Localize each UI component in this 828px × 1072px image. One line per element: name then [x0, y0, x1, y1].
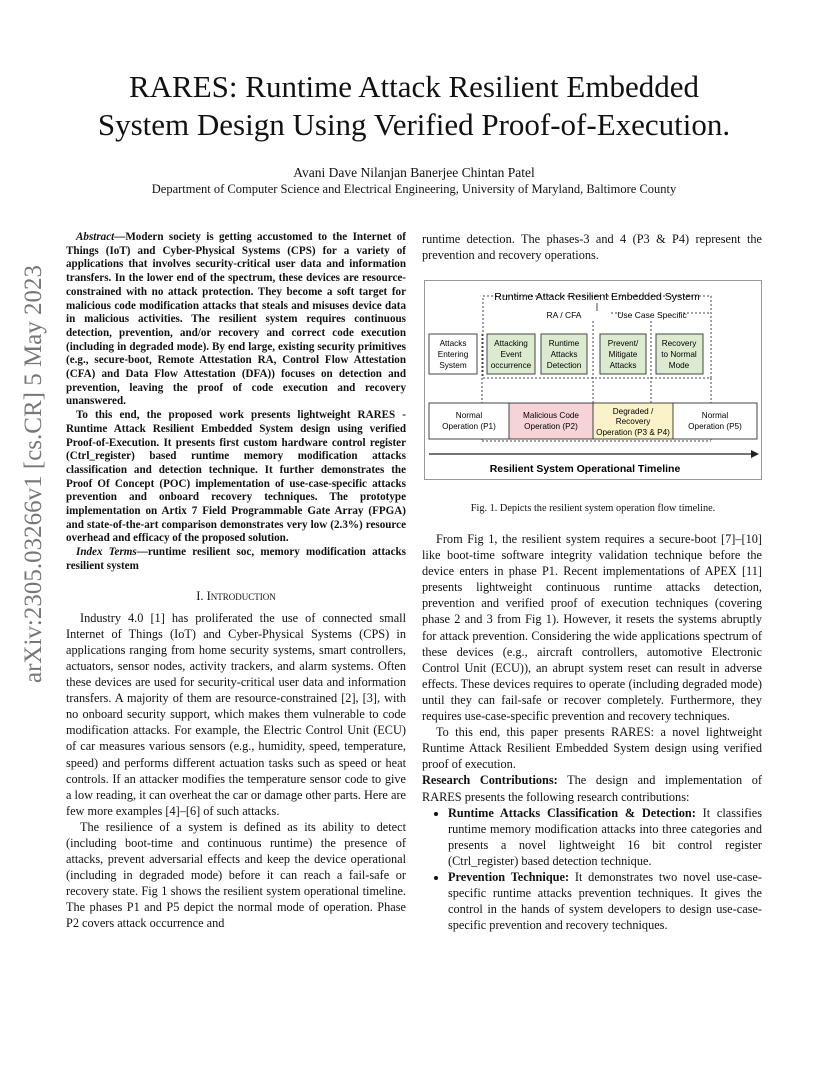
contribution-item — [448, 805, 762, 869]
right-column-body — [422, 531, 762, 933]
index-terms-body: —runtime resilient soc, memory modification attacks resilient system — [66, 546, 406, 572]
box-runtime-detection: Runtime Attacks Detection — [546, 339, 582, 370]
contribution-2-body: It demonstrates two novel use-case-specific runtime attacks prevention techniques. It gives the control in the hands of system developers to design use-case-specific prevention and recovery techniques. — [448, 869, 762, 933]
intro-paragraph-1: Industry 4.0 [1] has proliferated the use of connected small Internet of Things (IoT) and Cyber-Physical Systems (CPS) in applications ranging from home security systems, smart controllers, actuators, sensor nodes, activity trackers, and alarm systems. Often these devices are used for security-critical user data and information transfers. A majority of them are resource-constrained [2], [3], with no onboard security support, which makes them vulnerable to code modification attacks. For example, the Electric Control Unit (ECU) of car measures various sensors (e.g., humidity, speed, temperature, speed) and performs different actuation tasks such as speed or heat controls. If an attacker modifies the temperature sensor code to give a low reading, it can overheat the car or damage other parts. Here are few more examples [4]–[6] of such attacks. — [66, 610, 406, 818]
section-heading-introduction: I. Introduction — [196, 588, 276, 603]
research-contributions — [422, 772, 762, 804]
box-normal-p5: Normal Operation (P5) — [688, 411, 742, 431]
contributions-list — [422, 805, 762, 934]
abstract-body: —Modern society is getting accustomed to the Internet of Things (IoT) and Cyber-Physical Systems (CPS) for a variety of applications that involves security-critical user data and information transfers. In the lower end of the spectrum, these devices are resource-constrained with no attack protection. They become a soft target for malicious code modification attacks that steals and misuses device data in malicious activities. The resilient system requires continuous detection, prevention, and/or recovery and correct code execution (including in degraded mode). By end large, existing security primitives (e.g., secure-boot, Remote Attestation RA, Control Flow Attestation (CFA) and Data Flow Attestation (DFA)) focuses on detection and prevention, leaving the proof of code execution and recovery unanswered. — [66, 231, 406, 408]
contribution-1-body: It classifies runtime memory modification attacks into three categories and presents a novel lightweight 16 bit control register (Ctrl_register) based detection technique. — [448, 805, 762, 868]
left-column — [66, 231, 406, 932]
box-attacking-event: Attacking Event occurrence — [490, 339, 532, 370]
box-degraded-p3p4: Degraded / Recovery Operation (P3 & P4) — [596, 407, 670, 437]
right-paragraph-2: To this end, this paper presents RARES: a novel lightweight Runtime Attack Resilient Embedded System design using verified proof of execution. — [422, 725, 762, 772]
paper-title — [60, 68, 768, 144]
right-paragraph-1: From Fig 1, the resilient system requires a secure-boot [7]–[10] like boot-time software integrity validation technique before the device enters in phase P1. Recent implementations of APEX [11] presents lightweight continuous runtime attacks detection, prevention and verified proof of execution techniques (covering phase 2 and 3 from Fig 1). However, it resets the systems abruptly for attack prevention. Considering the wide applications spectrum of these devices (e.g., aircraft controllers, automotive Electronic Control Unit (ECU)), an abrupt system reset can result in adverse effects. These devices requires to operate (including degraded mode) until they can fail-safe or recover completely. Furthermore, they requires use-case-specific prevention and recovery techniques. — [422, 532, 762, 724]
authors: Avani Dave Nilanjan Banerjee Chintan Patel — [293, 165, 535, 180]
abstract — [66, 231, 406, 409]
title-line-2: System Design Using Verified Proof-of-Execution. — [97, 107, 731, 142]
title-line-1: RARES: Runtime Attack Resilient Embedded — [128, 69, 699, 104]
contribution-2-label: Prevention Technique: — [448, 869, 570, 884]
arxiv-stamp: arXiv:2305.03266v1 [cs.CR] 5 May 2023 — [20, 264, 47, 683]
label-ra-cfa: RA / CFA — [546, 310, 582, 320]
figure-1 — [424, 280, 762, 480]
box-attacks-entering: Attacks Entering System — [437, 339, 469, 370]
abstract-label: Abstract — [76, 231, 115, 243]
intro-paragraph-2: The resilience of a system is defined as its ability to detect (including boot-time and continuous runtime) the presence of attacks, prevent adversarial effects and keep the device operational (including in degraded mode) before it can reach a fail-safe or recovery state. Fig 1 shows the resilient system operational timeline. The phases P1 and P5 depict the normal mode of operation. Phase P2 covers attack occurrence and — [66, 819, 406, 931]
rc-body: The design and implementation of RARES presents the following research contributions: — [422, 773, 762, 804]
figure-1-diagram — [425, 281, 761, 479]
rc-label: Research Contributions: — [422, 773, 558, 788]
box-malicious-p2: Malicious Code Operation (P2) — [523, 411, 579, 431]
affiliation: Department of Computer Science and Electrical Engineering, University of Maryland, Baltimore County — [151, 182, 677, 196]
index-terms-label: Index Terms — [76, 546, 137, 559]
right-column-top — [422, 231, 762, 263]
box-prevent: Prevent/ Mitigate Attacks — [607, 339, 639, 370]
timeline-label: Resilient System Operational Timeline — [489, 463, 681, 475]
intro-paragraph-2-continued: runtime detection. The phases-3 and 4 (P3 & P4) represent the prevention and recovery operations. — [422, 232, 762, 263]
contribution-1-label: Runtime Attacks Classification & Detection: — [448, 805, 696, 820]
contribution-item — [448, 869, 762, 933]
label-use-case: Use Case Specific — [617, 310, 687, 320]
abstract-paragraph-2: To this end, the proposed work presents lightweight RARES - Runtime Attack Resilient Embedded System design using verified Proof-of-Execution. It presents first custom hardware control register (Ctrl_register) based runtime memory modification attacks classification and detection technique. It further demonstrates the Proof Of Concept (POC) implementation of use-case-specific attacks prevention and onboard recovery techniques. The prototype implementation on Artix 7 Field Programmable Gate Array (FPGA) and state-of-the-art comparison demonstrates very low (2.3%) resource overhead and efficacy of the proposed solution. — [66, 409, 406, 545]
index-terms — [66, 546, 406, 573]
figure-title: Runtime Attack Resilient Embedded System — [494, 291, 700, 303]
figure-caption: Fig. 1. Depicts the resilient system operation flow timeline. — [470, 503, 716, 514]
box-normal-p1: Normal Operation (P1) — [442, 411, 496, 431]
box-recovery: Recovery to Normal Mode — [661, 339, 697, 370]
